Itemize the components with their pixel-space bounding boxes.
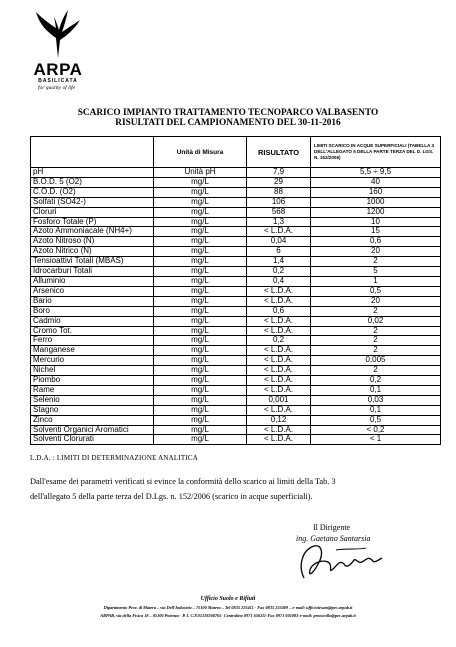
cell-unit: mg/L xyxy=(154,346,247,356)
table-row xyxy=(31,385,441,395)
table-row xyxy=(31,356,441,366)
cell-unit: mg/L xyxy=(154,227,247,237)
cell-result: 0,2 xyxy=(247,267,311,277)
cell-unit: mg/L xyxy=(154,435,247,445)
cell-result: < L.D.A. xyxy=(247,316,311,326)
cell-result: 0,12 xyxy=(247,415,311,425)
table-row xyxy=(31,237,441,247)
cell-result: 568 xyxy=(247,207,311,217)
conclusion-line-2: dell'allegato 5 della parte terza del D.Lgs. n. 152/2006 (scarico in acque superficiali). xyxy=(30,492,313,501)
cell-parameter: Zinco xyxy=(31,415,154,425)
cell-result: < L.D.A. xyxy=(247,385,311,395)
cell-limit: 2 xyxy=(311,306,441,316)
cell-unit: mg/L xyxy=(154,207,247,217)
cell-limit: 1200 xyxy=(311,207,441,217)
table-row xyxy=(31,177,441,187)
cell-unit: mg/L xyxy=(154,316,247,326)
cell-parameter: Manganese xyxy=(31,346,154,356)
cell-result: 0,4 xyxy=(247,276,311,286)
cell-result: < L.D.A. xyxy=(247,435,311,445)
cell-parameter: Boro xyxy=(31,306,154,316)
cell-parameter: Solventi Organici Aromatici xyxy=(31,425,154,435)
cell-result: < L.D.A. xyxy=(247,227,311,237)
cell-parameter: Mercurio xyxy=(31,356,154,366)
cell-parameter: Ferro xyxy=(31,336,154,346)
cell-limit: 2 xyxy=(311,346,441,356)
table-row xyxy=(31,316,441,326)
cell-result: < L.D.A. xyxy=(247,366,311,376)
cell-limit: 15 xyxy=(311,227,441,237)
table-row xyxy=(31,286,441,296)
table-row xyxy=(31,346,441,356)
cell-unit: mg/L xyxy=(154,247,247,257)
cell-unit: mg/L xyxy=(154,356,247,366)
cell-parameter: Tensioattivi Totali (MBAS) xyxy=(31,257,154,267)
cell-parameter: Piombo xyxy=(31,376,154,386)
footer-office: Ufficio Suolo e Rifiuti xyxy=(200,596,256,602)
cell-parameter: Bario xyxy=(31,296,154,306)
cell-unit: mg/L xyxy=(154,197,247,207)
cell-parameter: Arsenico xyxy=(31,286,154,296)
cell-parameter: B.O.D. 5 (O2) xyxy=(31,177,154,187)
table-row xyxy=(31,187,441,197)
cell-unit: mg/L xyxy=(154,395,247,405)
cell-unit: mg/L xyxy=(154,376,247,386)
cell-limit: 0,2 xyxy=(311,376,441,386)
cell-parameter: Cloruri xyxy=(31,207,154,217)
bird-icon xyxy=(34,8,82,60)
cell-result: 88 xyxy=(247,187,311,197)
cell-parameter: Selenio xyxy=(31,395,154,405)
cell-result: 0,6 xyxy=(247,306,311,316)
cell-limit: 2 xyxy=(311,366,441,376)
cell-result: < L.D.A. xyxy=(247,346,311,356)
table-row xyxy=(31,306,441,316)
cell-limit: 20 xyxy=(311,247,441,257)
cell-result: 6 xyxy=(247,247,311,257)
cell-result: 1,4 xyxy=(247,257,311,267)
cell-parameter: Nichel xyxy=(31,366,154,376)
cell-limit: 2 xyxy=(311,326,441,336)
cell-limit: 0,02 xyxy=(311,316,441,326)
cell-parameter: Azoto Ammoniacale (NH4+) xyxy=(31,227,154,237)
cell-limit: 0,1 xyxy=(311,385,441,395)
cell-unit: mg/L xyxy=(154,237,247,247)
cell-limit: 0,005 xyxy=(311,356,441,366)
table-header-row xyxy=(31,137,441,168)
table-row xyxy=(31,207,441,217)
table-row xyxy=(31,257,441,267)
cell-unit: mg/L xyxy=(154,405,247,415)
cell-parameter: Alluminio xyxy=(31,276,154,286)
cell-result: 0,04 xyxy=(247,237,311,247)
table-row xyxy=(31,247,441,257)
cell-unit: mg/L xyxy=(154,425,247,435)
cell-limit: 0,03 xyxy=(311,395,441,405)
arpa-logo xyxy=(28,8,98,98)
cell-unit: mg/L xyxy=(154,296,247,306)
cell-unit: mg/L xyxy=(154,267,247,277)
cell-result: < L.D.A. xyxy=(247,405,311,415)
cell-unit: mg/L xyxy=(154,306,247,316)
cell-limit: < 0,2 xyxy=(311,425,441,435)
table-row xyxy=(31,217,441,227)
cell-parameter: Fosforo Totale (P) xyxy=(31,217,154,227)
header-unit: Unità di Misura xyxy=(154,137,247,168)
cell-result: 106 xyxy=(247,197,311,207)
table-row xyxy=(31,168,441,178)
cell-parameter: Azoto Nitrico (N) xyxy=(31,247,154,257)
cell-unit: mg/L xyxy=(154,187,247,197)
cell-parameter: Cadmio xyxy=(31,316,154,326)
logo-subtitle: BASILICATA xyxy=(38,78,78,84)
cell-unit: mg/L xyxy=(154,217,247,227)
footer-line-1: Dipartimento Prov. di Matera – via Dell'Industria – 75100 Matera – Tel 0835 225411 - Fax 0835 225409 – e-mail: ufficioiesam@pec.arpab.it xyxy=(103,605,353,610)
cell-unit: mg/L xyxy=(154,326,247,336)
cell-result: 29 xyxy=(247,177,311,187)
cell-parameter: Idrocarburi Totali xyxy=(31,267,154,277)
cell-limit: 1 xyxy=(311,276,441,286)
cell-result: < L.D.A. xyxy=(247,296,311,306)
cell-limit: < 1 xyxy=(311,435,441,445)
header-parameter xyxy=(31,137,154,168)
cell-limit: 0,5 xyxy=(311,286,441,296)
table-row xyxy=(31,425,441,435)
table-row xyxy=(31,267,441,277)
cell-parameter: Solfati (SO42-) xyxy=(31,197,154,207)
cell-result: < L.D.A. xyxy=(247,425,311,435)
cell-unit: mg/L xyxy=(154,177,247,187)
cell-unit: mg/L xyxy=(154,286,247,296)
cell-limit: 40 xyxy=(311,177,441,187)
table-row xyxy=(31,296,441,306)
cell-limit: 160 xyxy=(311,187,441,197)
cell-limit: 0,6 xyxy=(311,237,441,247)
logo-name: ARPA xyxy=(33,60,83,79)
cell-limit: 1000 xyxy=(311,197,441,207)
results-table xyxy=(30,136,441,445)
cell-unit: mg/L xyxy=(154,257,247,267)
table-row xyxy=(31,435,441,445)
cell-unit: mg/L xyxy=(154,336,247,346)
footer-line-2: ARPAB, via della Fisica 18 – 85100 Potenza - P. I. C.F.01318260765- Centralino 0971 656111-Fax 0971 601083-e-mail: protocollo@pec.arpab.it xyxy=(100,613,356,618)
cell-unit: mg/L xyxy=(154,276,247,286)
cell-limit: 2 xyxy=(311,257,441,267)
lda-note: L.D.A. : LIMITI DI DETERMINAZIONE ANALITICA xyxy=(30,454,199,462)
cell-unit: mg/L xyxy=(154,385,247,395)
conclusion-line-1: Dall'esame dei parametri verificati si evince la conformità dello scarico ai limiti della Tab. 3 xyxy=(30,477,336,486)
cell-unit: Unità pH xyxy=(154,168,247,178)
table-row xyxy=(31,326,441,336)
table-row xyxy=(31,405,441,415)
header-limit: LIMITI SCARICO IN ACQUE SUPERFICIALI (TABELLA 3 DELL'ALLEGATO 5 DELLA PARTE TERZA DEL D. LGS. N. 152/2006) xyxy=(311,137,441,168)
cell-result: 1,3 xyxy=(247,217,311,227)
cell-limit: 2 xyxy=(311,336,441,346)
table-row xyxy=(31,227,441,237)
cell-parameter: Rame xyxy=(31,385,154,395)
cell-limit: 5,5 ÷ 9,5 xyxy=(311,168,441,178)
cell-parameter: C.O.D. (O2) xyxy=(31,187,154,197)
cell-unit: mg/L xyxy=(154,366,247,376)
cell-result: < L.D.A. xyxy=(247,356,311,366)
table-row xyxy=(31,395,441,405)
cell-result: < L.D.A. xyxy=(247,326,311,336)
cell-result: 0,2 xyxy=(247,336,311,346)
cell-result: 0,001 xyxy=(247,395,311,405)
signature-name: ing. Gaetano Santarsia xyxy=(296,534,371,543)
table-row xyxy=(31,415,441,425)
signature-role: Il Dirigente xyxy=(313,523,351,532)
cell-result: 7,9 xyxy=(247,168,311,178)
table-row xyxy=(31,276,441,286)
cell-limit: 0,1 xyxy=(311,405,441,415)
table-body xyxy=(31,168,441,445)
header-result: RISULTATO xyxy=(247,137,311,168)
cell-limit: 5 xyxy=(311,267,441,277)
cell-limit: 0,5 xyxy=(311,415,441,425)
cell-parameter: Solventi Clorurati xyxy=(31,435,154,445)
handwritten-signature xyxy=(296,538,396,582)
cell-result: < L.D.A. xyxy=(247,286,311,296)
cell-result: < L.D.A. xyxy=(247,376,311,386)
cell-parameter: Azoto Nitroso (N) xyxy=(31,237,154,247)
cell-unit: mg/L xyxy=(154,415,247,425)
cell-limit: 20 xyxy=(311,296,441,306)
logo-tagline: for quality of life xyxy=(38,85,76,91)
table-row xyxy=(31,376,441,386)
document-subtitle: RISULTATI DEL CAMPIONAMENTO DEL 30-11-2016 xyxy=(115,118,341,128)
table-row xyxy=(31,197,441,207)
cell-parameter: Cromo Tot. xyxy=(31,326,154,336)
cell-parameter: pH xyxy=(31,168,154,178)
table-row xyxy=(31,366,441,376)
table-row xyxy=(31,336,441,346)
cell-limit: 10 xyxy=(311,217,441,227)
cell-parameter: Stagno xyxy=(31,405,154,415)
document-title: SCARICO IMPIANTO TRATTAMENTO TECNOPARCO VALBASENTO xyxy=(77,108,379,118)
